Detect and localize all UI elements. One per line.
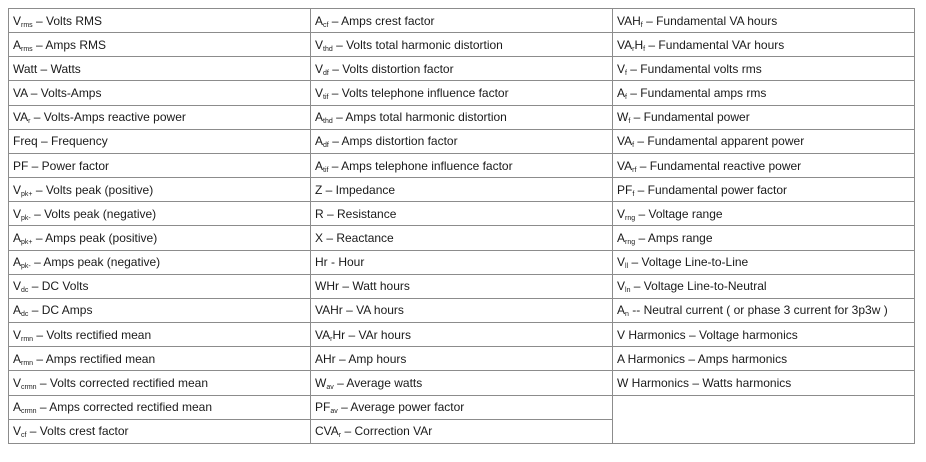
abbreviation-description: – Amps rectified mean: [33, 351, 156, 366]
table-cell: [311, 153, 613, 177]
abbreviation-description: – Volts RMS: [32, 13, 103, 28]
abbreviation-subscript: df: [323, 142, 329, 150]
abbreviation-base: W: [617, 110, 629, 125]
abbreviation-subscript: cf: [323, 21, 329, 29]
table-row: [9, 129, 915, 153]
table-row: [9, 371, 915, 395]
abbreviation-description: – Fundamental VAr hours: [645, 37, 785, 52]
table-cell: [311, 81, 613, 105]
abbreviation-base: V: [13, 13, 22, 28]
table-cell: [9, 9, 311, 33]
abbreviation-subscript: f: [632, 190, 635, 198]
table-cell: [311, 323, 613, 347]
abbreviation-subscript: pk+: [21, 190, 33, 198]
abbreviation-subscript: df: [323, 69, 329, 77]
table-cell: [311, 226, 613, 250]
abbreviation-subscript: tif: [323, 94, 329, 102]
table-row: [9, 395, 915, 419]
abbreviation-base: VA: [315, 327, 331, 342]
abbreviation-subscript: rng: [625, 238, 636, 246]
table-cell: [613, 323, 915, 347]
abbreviation-subscript: thd: [323, 118, 333, 126]
abbreviation-subscript: f: [643, 45, 646, 53]
abbreviation-description: -- Neutral current ( or phase 3 current for 3p3w ): [628, 303, 888, 318]
abbreviation-base: V: [315, 37, 324, 52]
abbreviation-description: – Volts-Amps reactive power: [30, 110, 186, 125]
table-cell: [9, 202, 311, 226]
table-cell: [311, 371, 613, 395]
abbreviation-subscript: f: [632, 142, 635, 150]
abbreviation-base: V: [13, 424, 22, 439]
abbreviation-base: A: [13, 255, 22, 270]
abbreviation-base: X – Reactance: [315, 230, 394, 245]
table-cell: [311, 178, 613, 202]
abbreviation-subscript: r: [330, 335, 333, 343]
table-cell: [311, 274, 613, 298]
table-cell: [311, 33, 613, 57]
abbreviation-subscript: n: [625, 311, 629, 319]
abbreviation-description: – Fundamental amps rms: [626, 86, 767, 101]
abbreviation-base: A: [13, 351, 22, 366]
abbreviation-base: A Harmonics – Amps harmonics: [617, 351, 788, 366]
abbreviation-subscript: f: [640, 21, 643, 29]
abbreviation-base: W Harmonics – Watts harmonics: [617, 375, 792, 390]
abbreviation-base: WHr – Watt hours: [315, 279, 410, 294]
table-row: [9, 57, 915, 81]
abbreviation-base: V: [315, 61, 324, 76]
abbreviation-base: VA: [617, 158, 633, 173]
abbreviation-subscript: thd: [323, 45, 333, 53]
table-row: [9, 347, 915, 371]
abbreviation-description: – Amps range: [635, 230, 713, 245]
abbreviation-base: A: [617, 230, 626, 245]
abbreviation-description: – Voltage Line-to-Neutral: [630, 279, 767, 294]
table-cell: [311, 250, 613, 274]
abbreviation-base: Freq – Frequency: [13, 134, 108, 149]
table-row: [9, 202, 915, 226]
table-cell: [311, 129, 613, 153]
table-cell: [613, 57, 915, 81]
abbreviation-subscript: f: [625, 69, 627, 77]
abbreviation-base: V: [617, 255, 626, 270]
abbreviation-base: V: [13, 327, 22, 342]
abbreviation-description: – DC Volts: [28, 279, 89, 294]
abbreviation-subscript: ln: [625, 287, 631, 295]
table-cell: [613, 178, 915, 202]
abbreviation-description: – Amps corrected rectified mean: [36, 400, 212, 415]
abbreviation-subscript: r: [338, 432, 342, 440]
abbreviation-description: – Amps telephone influence factor: [328, 158, 513, 173]
abbreviation-subscript: r: [28, 118, 31, 126]
abbreviation-subscript: rms: [21, 45, 33, 53]
abbreviation-subscript: ll: [625, 263, 629, 271]
abbreviation-subscript: dc: [21, 287, 29, 295]
abbreviation-base: VA: [617, 134, 633, 149]
table-cell: [9, 250, 311, 274]
table-cell: [613, 371, 915, 395]
table-row: [9, 9, 915, 33]
abbreviation-base: A: [315, 134, 324, 149]
table-row: [9, 81, 915, 105]
abbreviation-base: W: [315, 375, 327, 390]
table-cell: [613, 298, 915, 322]
abbreviation-description: – Fundamental power factor: [634, 182, 788, 197]
table-row: [9, 226, 915, 250]
table-cell: [613, 105, 915, 129]
abbreviation-base: V: [13, 279, 22, 294]
abbreviation-base: Z – Impedance: [315, 182, 396, 197]
abbreviation-description: – Fundamental apparent power: [634, 134, 805, 149]
table-cell: [311, 9, 613, 33]
abbreviation-subscript: av: [330, 408, 338, 416]
table-cell: [9, 129, 311, 153]
abbreviation-base: A: [13, 400, 22, 415]
abbreviation-description: – Volts peak (positive): [32, 182, 154, 197]
abbreviation-subscript: rmn: [21, 359, 34, 367]
abbreviation-subscript: av: [326, 383, 334, 391]
abbreviation-base: V: [13, 182, 22, 197]
abbreviation-base: A: [617, 303, 626, 318]
abbreviation-base: R – Resistance: [315, 206, 397, 221]
abbreviation-base: Hr - Hour: [315, 255, 365, 270]
abbreviation-base: V: [13, 206, 22, 221]
table-row: [9, 298, 915, 322]
abbreviation-description: – Voltage Line-to-Line: [628, 255, 749, 270]
abbreviation-description: – Fundamental VA hours: [642, 13, 778, 28]
abbreviation-subscript: f: [628, 118, 631, 126]
table-row: [9, 178, 915, 202]
abbreviation-description: – Volts distortion factor: [328, 61, 454, 76]
abbreviation-description: – DC Amps: [28, 303, 93, 318]
table-cell: [9, 81, 311, 105]
abbreviation-base: PF: [315, 400, 331, 415]
abbreviation-base: V: [315, 86, 324, 101]
abbreviation-subscript: rmn: [21, 335, 34, 343]
table-row: [9, 323, 915, 347]
abbreviation-base: VAHr – VA hours: [315, 303, 404, 318]
abbreviation-base: A: [13, 230, 22, 245]
table-cell: [9, 298, 311, 322]
abbreviation-description: Hr – VAr hours: [332, 327, 411, 342]
table-body: [9, 9, 915, 444]
abbreviation-description: H: [634, 37, 644, 52]
abbreviation-subscript: tif: [323, 166, 329, 174]
table-cell: [9, 57, 311, 81]
abbreviation-description: – Average power factor: [337, 400, 465, 415]
abbreviation-description: – Volts corrected rectified mean: [36, 375, 208, 390]
table-cell: [613, 274, 915, 298]
table-cell: [613, 226, 915, 250]
abbreviation-base: VA: [617, 37, 633, 52]
table-cell: [613, 81, 915, 105]
abbreviation-base: PF – Power factor: [13, 158, 110, 173]
abbreviation-subscript: pk-: [21, 214, 31, 222]
abbreviation-description: – Amps peak (positive): [32, 230, 158, 245]
abbreviation-description: – Voltage range: [635, 206, 723, 221]
table-cell: [613, 9, 915, 33]
table-cell: [311, 419, 613, 443]
abbreviation-base: A: [315, 158, 324, 173]
table-cell: [9, 347, 311, 371]
abbreviation-base: V: [617, 279, 626, 294]
table-row: [9, 33, 915, 57]
table-row: [9, 105, 915, 129]
abbreviation-base: A: [13, 37, 22, 52]
table-cell: [311, 202, 613, 226]
abbreviation-description: – Amps distortion factor: [328, 134, 458, 149]
abbreviation-subscript: rng: [625, 214, 636, 222]
abbreviation-base: V: [13, 375, 22, 390]
table-cell: [311, 57, 613, 81]
abbreviation-subscript: rf: [632, 166, 637, 174]
table-row: [9, 274, 915, 298]
abbreviation-base: VA: [13, 110, 29, 125]
abbreviation-description: – Amps total harmonic distortion: [332, 110, 507, 125]
table-cell: [613, 129, 915, 153]
abbreviation-description: – Amps peak (negative): [30, 255, 161, 270]
abbreviation-subscript: pk-: [21, 263, 31, 271]
table-cell: [311, 347, 613, 371]
abbreviation-description: – Volts crest factor: [26, 424, 129, 439]
empty-cell: [613, 395, 915, 444]
abbreviation-subscript: crmn: [21, 408, 37, 416]
table-cell: [9, 105, 311, 129]
abbreviation-description: – Fundamental volts rms: [626, 61, 762, 76]
table-cell: [9, 178, 311, 202]
abbreviation-description: – Average watts: [333, 375, 423, 390]
table-cell: [613, 347, 915, 371]
table-cell: [613, 153, 915, 177]
abbreviation-base: PF: [617, 182, 633, 197]
abbreviation-base: AHr – Amp hours: [315, 351, 407, 366]
abbreviation-subscript: crmn: [21, 383, 37, 391]
abbreviation-description: – Amps crest factor: [328, 13, 435, 28]
table-row: [9, 250, 915, 274]
abbreviation-description: – Amps RMS: [32, 37, 107, 52]
table-row: [9, 153, 915, 177]
table-cell: [9, 33, 311, 57]
abbreviation-base: V: [617, 206, 626, 221]
abbreviation-base: A: [315, 13, 324, 28]
abbreviation-base: V: [617, 61, 626, 76]
table-cell: [9, 419, 311, 443]
abbreviation-base: A: [617, 86, 626, 101]
abbreviation-description: – Fundamental reactive power: [636, 158, 802, 173]
abbreviation-subscript: f: [625, 94, 627, 102]
abbreviation-subscript: dc: [21, 311, 29, 319]
abbreviation-subscript: r: [632, 45, 635, 53]
abbreviation-description: – Volts total harmonic distortion: [332, 37, 503, 52]
abbreviation-base: Watt – Watts: [13, 61, 81, 76]
table-cell: [9, 371, 311, 395]
abbreviation-description: – Fundamental power: [630, 110, 750, 125]
abbreviation-description: – Volts peak (negative): [30, 206, 157, 221]
abbreviation-subscript: pk+: [21, 238, 33, 246]
abbreviation-base: CVA: [315, 424, 339, 439]
table-cell: [9, 274, 311, 298]
abbreviation-description: – Volts rectified mean: [33, 327, 152, 342]
table-cell: [311, 298, 613, 322]
table-cell: [9, 153, 311, 177]
table-cell: [613, 202, 915, 226]
table-cell: [311, 105, 613, 129]
abbreviation-base: VAH: [617, 13, 641, 28]
abbreviation-description: – Volts telephone influence factor: [328, 86, 509, 101]
table-cell: [613, 33, 915, 57]
table-cell: [9, 323, 311, 347]
abbreviation-subscript: rms: [21, 21, 33, 29]
abbreviation-base: VA – Volts-Amps: [13, 86, 102, 101]
abbreviation-subscript: cf: [21, 432, 27, 440]
abbreviation-base: A: [13, 303, 22, 318]
table-cell: [9, 226, 311, 250]
table-cell: [311, 395, 613, 419]
measurement-abbreviations-table: [8, 8, 915, 444]
abbreviation-description: – Correction VAr: [341, 424, 433, 439]
abbreviation-base: V Harmonics – Voltage harmonics: [617, 327, 798, 342]
table-cell: [9, 395, 311, 419]
table-cell: [613, 250, 915, 274]
abbreviation-base: A: [315, 110, 324, 125]
